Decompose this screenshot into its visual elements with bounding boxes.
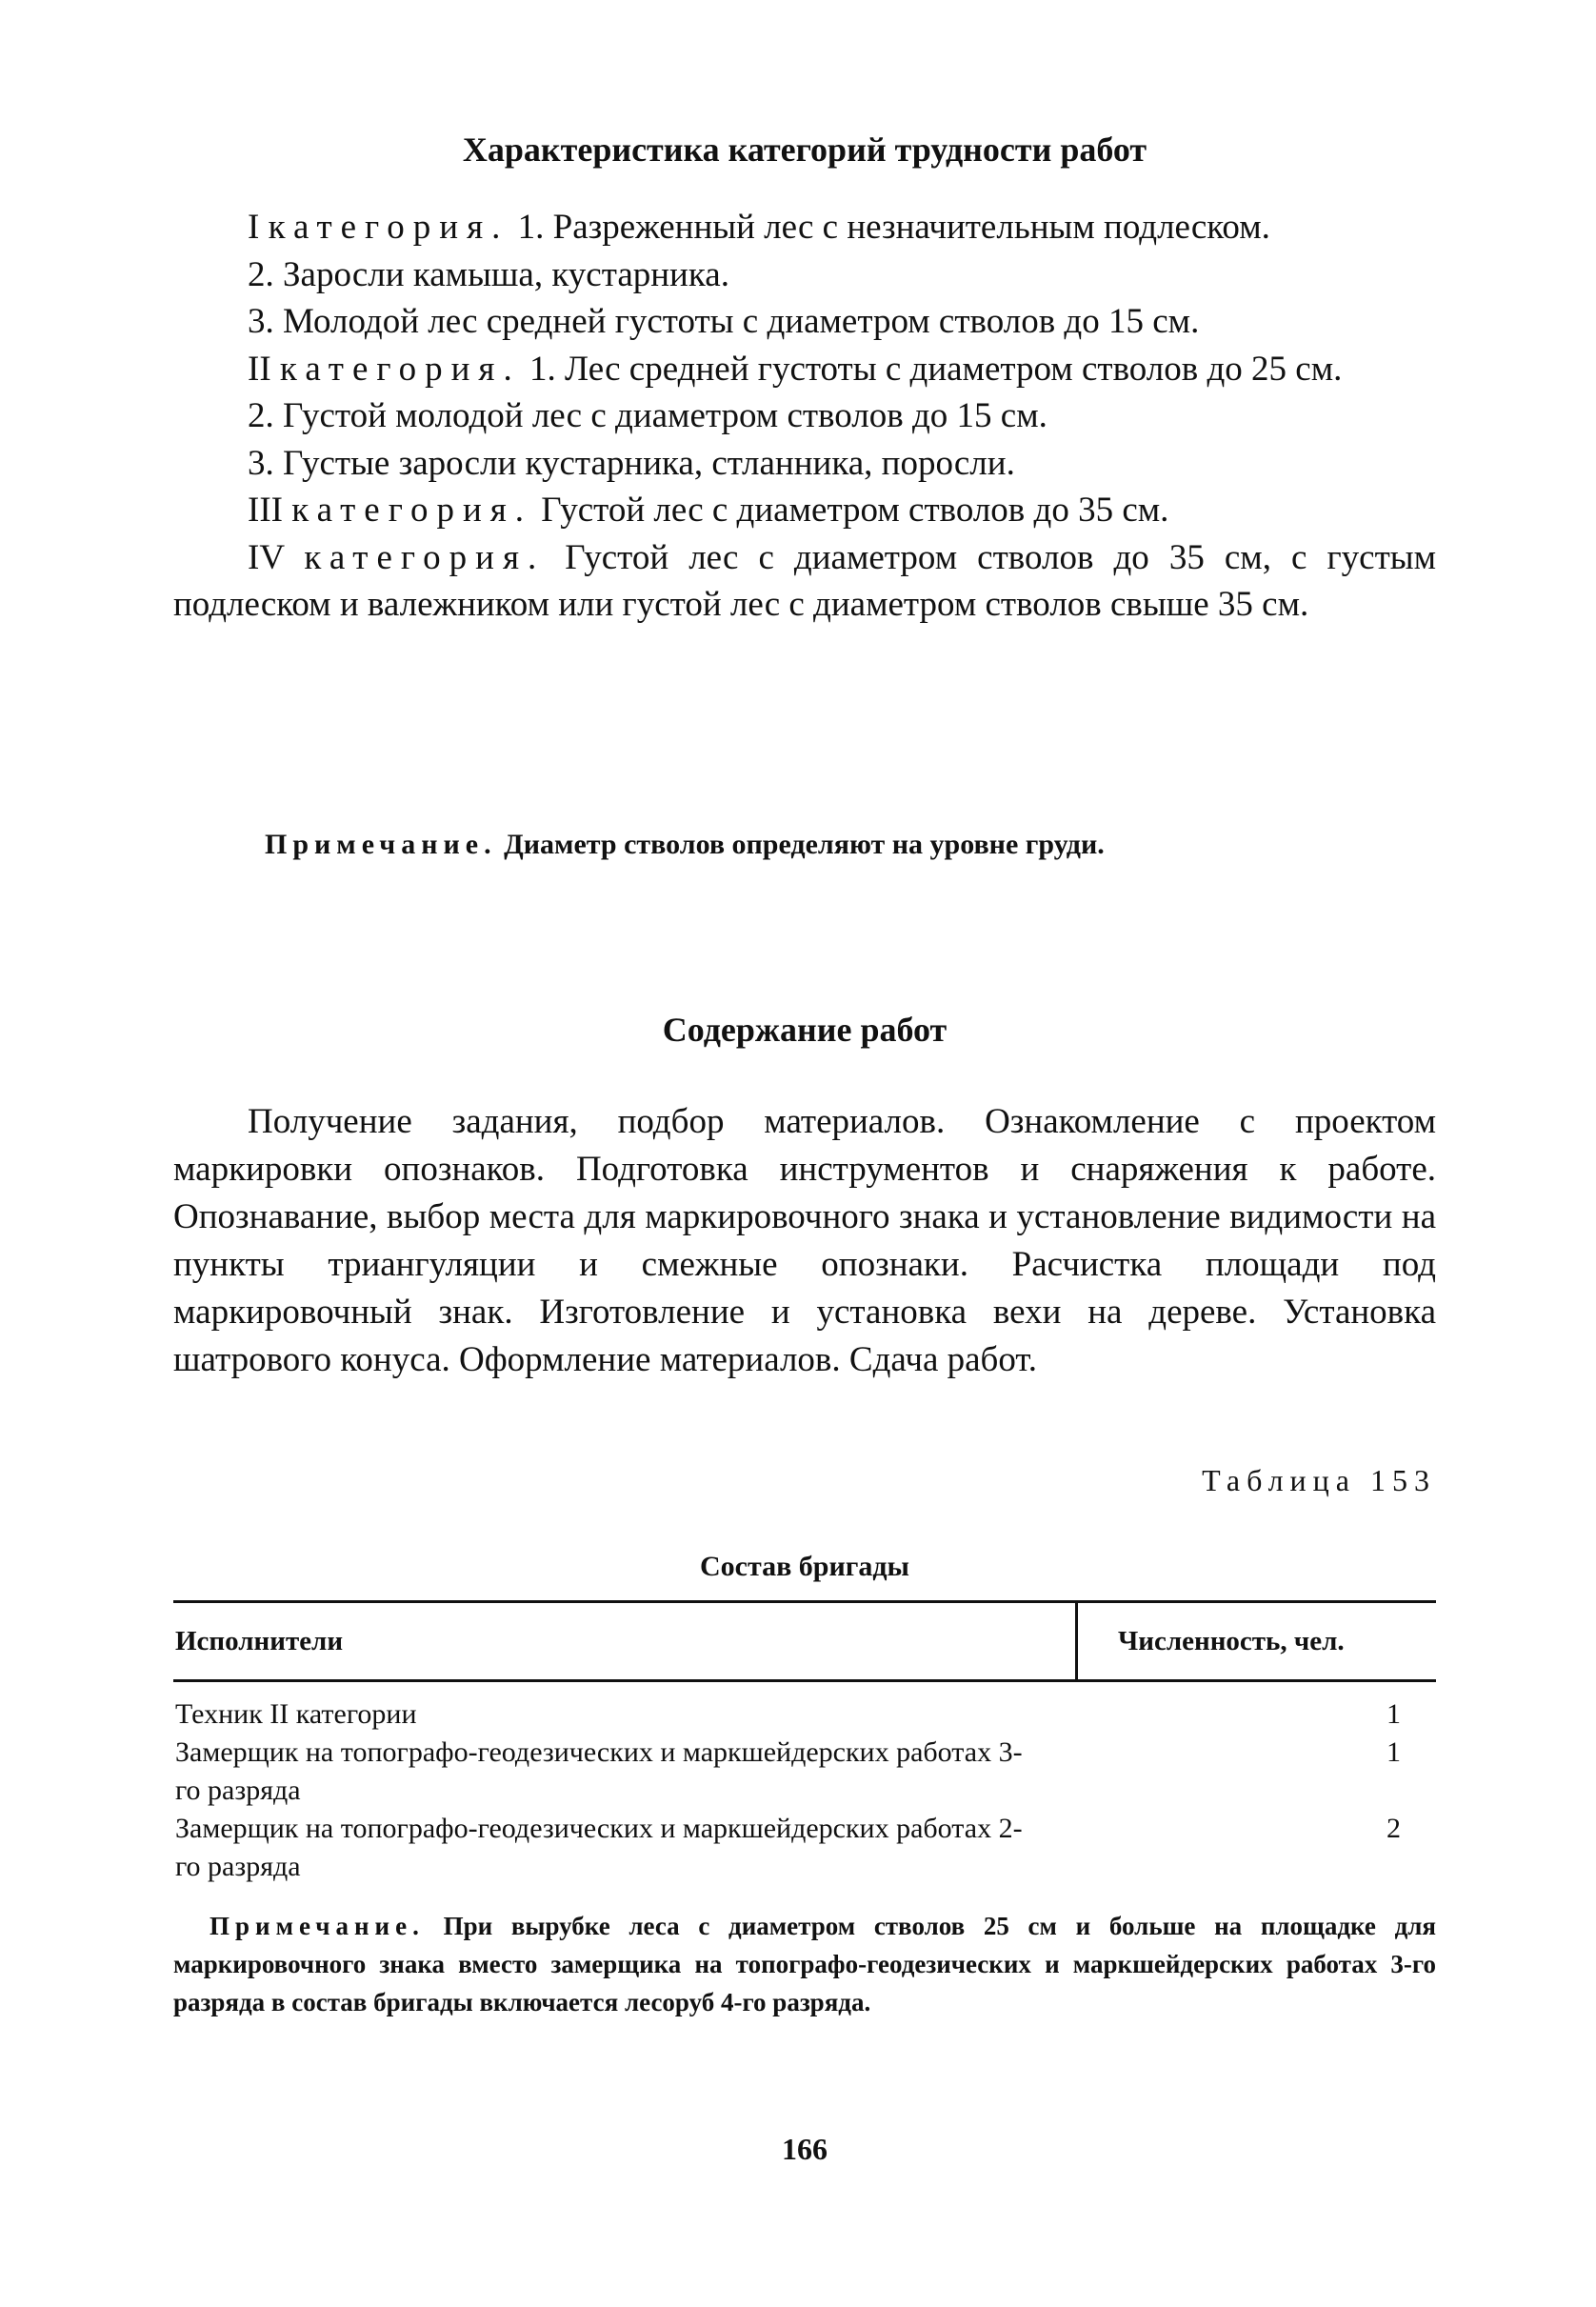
- category-3-text: Густой лес с диаметром стволов до 35 см.: [541, 491, 1169, 530]
- section-heading-work-content: Содержание работ: [662, 1011, 948, 1049]
- table-note-label: Примечание.: [209, 1912, 425, 1940]
- row-count: 2: [1387, 1813, 1401, 1844]
- header-performers: Исполнители: [173, 1603, 1078, 1679]
- category-list: [173, 204, 1436, 629]
- category-4-roman: IV: [248, 537, 285, 577]
- category-3-roman: III: [248, 491, 283, 530]
- category-2-item-1: [173, 346, 1436, 393]
- category-1-item-1: [173, 204, 1436, 251]
- page-number: 166: [782, 2132, 828, 2166]
- table-note-text: При вырубке леса с диаметром стволов 25 см и больше на площадке для маркировочного знака вместо замерщика на топографо-геодезических и маркшейдерских работах 3-го разряда в состав бригады включается лесоруб 4-го разряда.: [173, 1912, 1436, 2016]
- category-3: [173, 487, 1436, 534]
- category-4: [173, 534, 1436, 629]
- category-1-word: категория.: [268, 208, 509, 247]
- table-row: [173, 1734, 1436, 1810]
- category-2-word: категория.: [279, 349, 521, 389]
- row-role: Замерщик на топографо-геодезических и маркшейдерских работах 3-го разряда: [175, 1736, 1023, 1806]
- table-number: Таблица 153: [1202, 1463, 1436, 1497]
- category-2-roman: II: [248, 349, 271, 389]
- category-1-item-2: 2. Заросли камыша, кустарника.: [248, 254, 729, 294]
- row-role: Замерщик на топографо-геодезических и маркшейдерских работах 2-го разряда: [175, 1813, 1023, 1882]
- row-role: Техник II категории: [175, 1698, 417, 1730]
- category-1-item-1-text: 1. Разреженный лес с незначительным подлеском.: [517, 208, 1270, 247]
- work-content-paragraph: Получение задания, подбор материалов. Ознакомление с проектом маркировки опознаков. Подготовка инструментов и снаряжения к работе. Опознавание, выбор места для маркировочного знака и установление видимости на пункты триангуляции и смежные опознаки. Расчистка площади под маркировочный знак. Изготовление и установка вехи на дереве. Установка шатрового конуса. Оформление материалов. Сдача работ.: [173, 1102, 1436, 1379]
- categories-note: [265, 829, 1105, 861]
- category-2-item-3: 3. Густые заросли кустарника, стланника, поросли.: [248, 443, 1015, 483]
- note-text: Диаметр стволов определяют на уровне груди.: [504, 829, 1105, 860]
- table-header-row: [173, 1600, 1436, 1682]
- table-body: [173, 1695, 1436, 1886]
- row-count: 1: [1387, 1698, 1401, 1730]
- category-2-item-2: 2. Густой молодой лес с диаметром стволов до 15 см.: [248, 396, 1047, 435]
- header-count: Численность, чел.: [1118, 1625, 1345, 1656]
- row-count: 1: [1387, 1736, 1401, 1768]
- note-label: Примечание.: [265, 829, 497, 860]
- section-heading-categories: Характеристика категорий трудности работ: [462, 130, 1147, 169]
- category-1-roman: I: [248, 208, 260, 247]
- category-3-word: категория.: [291, 491, 533, 530]
- category-4-text: Густой лес с диаметром стволов до 35 см, с густым подлеском и валежником или густой лес с диаметром стволов свыше 35 см.: [173, 537, 1437, 624]
- crew-table: [173, 1600, 1436, 1886]
- category-4-word: категория.: [304, 537, 546, 577]
- table-note: [173, 1907, 1436, 2021]
- table-title: Состав бригады: [700, 1551, 909, 1582]
- table-row: [173, 1810, 1436, 1886]
- table-row: [173, 1695, 1436, 1734]
- category-1-item-3: 3. Молодой лес средней густоты с диаметром стволов до 15 см.: [248, 302, 1200, 341]
- category-2-item-1-text: 1. Лес средней густоты с диаметром стволов до 25 см.: [529, 349, 1343, 389]
